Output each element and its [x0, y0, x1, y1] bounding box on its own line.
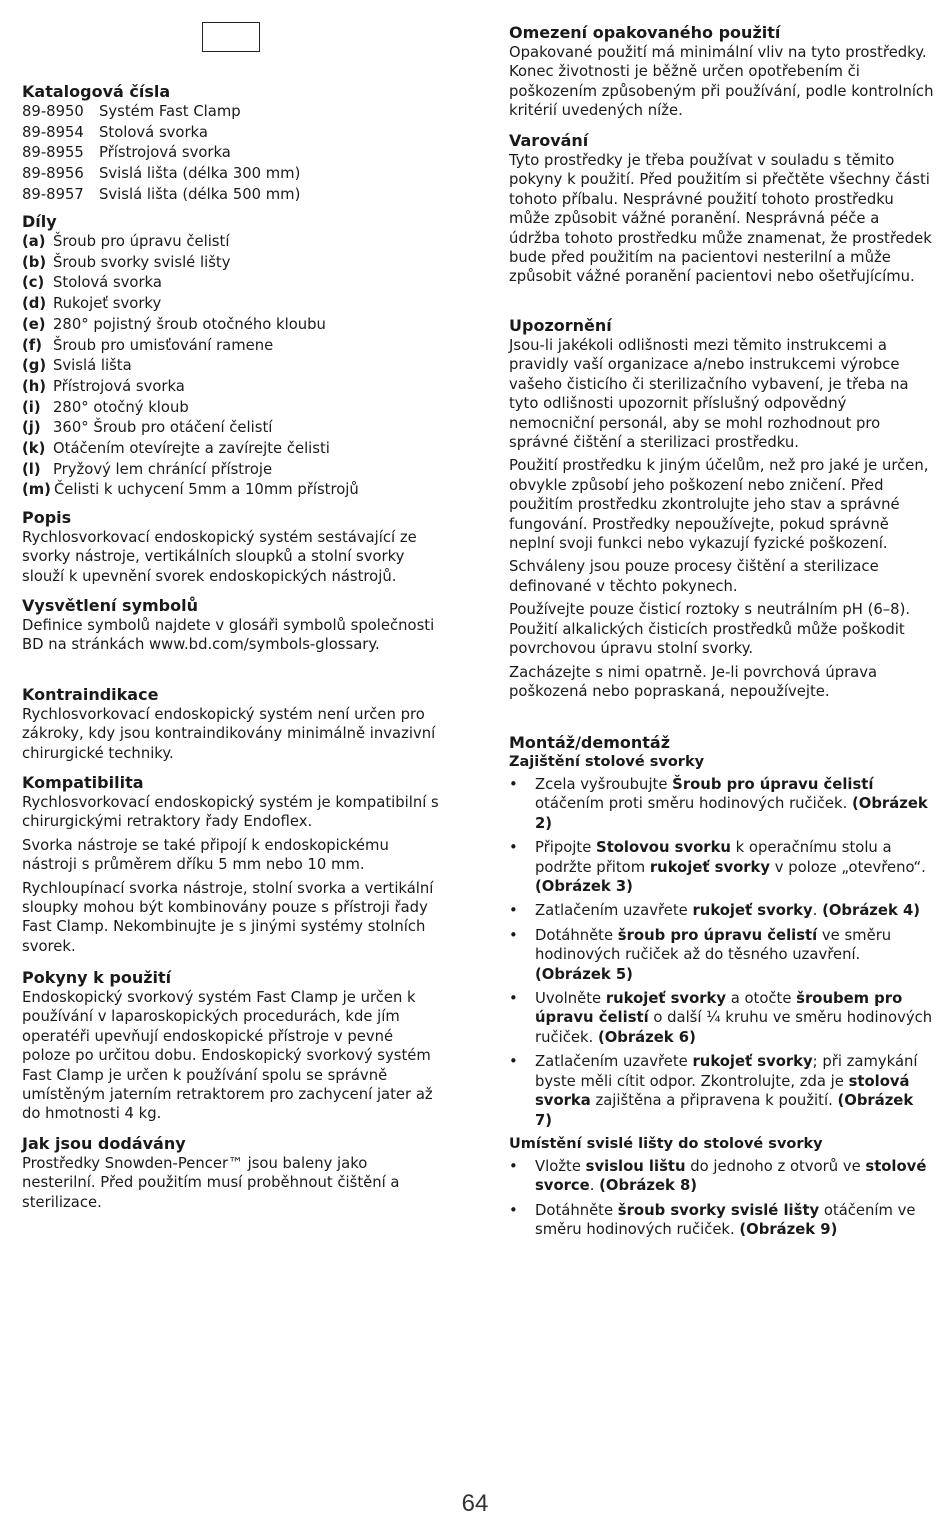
step-text: Dotáhněte [535, 1201, 618, 1219]
part-text: Pryžový lem chránící přístroje [53, 460, 273, 478]
caution-text: Použití prostředku k jiným účelům, než pro jaké je určen, obvykle způsobí jeho poškození nebo zničení. Před použitím prostředku zkontrolujte jeho stav a správné fungování. Prostředky nepoužívejte, pokud správně neplní svoji funkci nebo vykazují fyzické poškození. [509, 457, 929, 553]
caution-text: Schváleny jsou pouze procesy čištění a sterilizace definované v těchto pokynech. [509, 558, 879, 595]
step-text: Uvolněte [535, 990, 606, 1008]
list-item [509, 775, 934, 833]
contraindications-heading: Kontraindikace [22, 685, 159, 704]
part-key: (b) [22, 253, 47, 271]
bullet: • [509, 1157, 518, 1175]
caution-section [509, 316, 934, 701]
step-emphasis: Stolovou svorku [596, 839, 731, 857]
bullet: • [509, 926, 518, 944]
step-text: Zcela vyšroubujte [535, 776, 673, 793]
part-text: Svislá lišta [53, 357, 132, 375]
part-item [22, 232, 442, 253]
part-key: (a) [22, 233, 46, 250]
symbols-heading: Vysvětlení symbolů [22, 596, 198, 615]
catalog-name: Přístrojová svorka [99, 144, 231, 162]
step-text: v poloze „otevřeno“. [770, 858, 926, 876]
warning-heading: Varování [509, 131, 589, 150]
part-key: (g) [22, 357, 47, 375]
list-item [509, 838, 934, 896]
page-number: 64 [461, 1490, 489, 1517]
list-item [509, 989, 934, 1047]
parts-section [22, 212, 442, 501]
part-item [22, 418, 442, 439]
compatibility-section [22, 773, 442, 956]
supplied-text: Prostředky Snowden-Pencer™ jsou baleny jako nesterilní. Před použitím musí proběhnout čištění a sterilizace. [22, 1155, 400, 1211]
supplied-section [22, 1134, 442, 1212]
contraindications-text: Rychlosvorkovací endoskopický systém není určen pro zákroky, kdy jsou kontraindikovány minimálně invazivní chirurgické techniky. [22, 706, 436, 762]
part-item [22, 315, 442, 336]
step-emphasis: rukojeť svorky [692, 1053, 813, 1071]
step-text: a otočte [726, 990, 797, 1008]
contraindications-section [22, 685, 442, 763]
compatibility-text: Rychloupínací svorka nástroje, stolní svorka a vertikální sloupky mohou být kombinovány pouze s přístroji řady Fast Clamp. Nekombinujte je s jinými systémy stolních svorek. [22, 879, 434, 955]
part-text: 360° Šroub pro otáčení čelistí [53, 419, 273, 437]
step-emphasis: svislou lištu [585, 1157, 686, 1175]
catalog-item [22, 185, 442, 206]
warning-text: Tyto prostředky je třeba používat v souladu s těmito pokyny k použití. Před použitím si přečtěte všechny části tohoto příbalu. Nesprávné použití tohoto prostředku může způsobit vážné poranění. Nesprávná péče a údržba tohoto prostředku může znamenat, že prostředek bude před použitím na pacientovi nesterilní a může způsobit vážné poranění pacientovi nebo ošetřujícímu. [509, 152, 932, 286]
part-key: (m) [22, 481, 51, 499]
part-text: 280° pojistný šroub otočného kloubu [53, 315, 326, 333]
part-item [22, 253, 442, 274]
figure-reference: (Obrázek 4) [822, 902, 921, 920]
part-text: Otáčením otevírejte a zavírejte čelisti [53, 440, 330, 458]
part-text: Stolová svorka [53, 274, 162, 292]
part-item [22, 398, 442, 419]
part-key: (c) [22, 274, 45, 292]
bullet: • [509, 839, 518, 857]
figure-reference: (Obrázek 2) [535, 795, 928, 832]
catalog-item [22, 102, 442, 123]
figure-reference: (Obrázek 3) [535, 878, 633, 896]
step-emphasis: stolové svorce [535, 1157, 927, 1195]
step-text: zajištěna a připravena k použití. [590, 1092, 838, 1110]
figure-reference: (Obrázek 6) [597, 1028, 696, 1046]
usage-heading: Pokyny k použití [22, 968, 172, 987]
step-emphasis: rukojeť svorky [605, 990, 727, 1008]
assembly-subheading: Umístění svislé lišty do stolové svorky [509, 1135, 823, 1152]
usage-text: Endoskopický svorkový systém Fast Clamp je určen k používání v laparoskopických procedurách, kde jím operatéři upevňují endoskopické přístroje v pevné poloze po určitou dobu. Endoskopický svorkový systém Fast Clamp je určen k používání spolu se správně umístěným jaterním retraktorem pro zachycení jater až do hmotnosti 4 kg. [22, 989, 433, 1123]
part-key: (i) [22, 398, 41, 416]
part-text: Rukojeť svorky [53, 295, 162, 313]
figure-reference: (Obrázek 8) [599, 1177, 698, 1195]
assembly-steps-list [509, 1157, 934, 1240]
step-text: Zatlačením uzavřete [535, 902, 693, 920]
popis-text: Rychlosvorkovací endoskopický systém sestávající ze svorky nástroje, vertikálních sloupků a stolní svorky slouží k upevnění svorek endoskopických nástrojů. [22, 529, 417, 585]
catalog-item [22, 123, 442, 144]
part-key: (d) [22, 295, 47, 313]
part-item [22, 439, 442, 460]
catalog-section [22, 82, 442, 206]
part-text: Šroub pro úpravu čelistí [53, 233, 230, 250]
step-emphasis: šroub svorky svislé lišty [617, 1201, 820, 1219]
list-item [509, 926, 934, 984]
step-emphasis: rukojeť svorky [692, 902, 813, 920]
warning-section [509, 131, 934, 287]
figure-reference: (Obrázek 9) [739, 1221, 838, 1239]
caution-heading: Upozornění [509, 316, 612, 335]
reuse-heading: Omezení opakovaného použití [509, 23, 781, 42]
part-key: (f) [22, 336, 42, 354]
part-text: Šroub svorky svislé lišty [53, 253, 231, 271]
compatibility-heading: Kompatibilita [22, 773, 144, 792]
catalog-code: 89-8950 [22, 103, 84, 120]
part-text: Čelisti k uchycení 5mm a 10mm přístrojů [53, 481, 359, 499]
part-item [22, 356, 442, 377]
bullet: • [509, 902, 518, 920]
part-item [22, 480, 442, 501]
part-key: (l) [22, 460, 41, 478]
catalog-name: Svislá lišta (délka 500 mm) [99, 185, 301, 203]
reuse-section [509, 23, 934, 121]
reuse-text: Opakované použití má minimální vliv na tyto prostředky. Konec životnosti je běžně určen opotřebením či poškozením způsobeným při používání, podle kontrolních kritérií uvedených níže. [509, 44, 934, 120]
part-item [22, 460, 442, 481]
caution-text: Používejte pouze čisticí roztoky s neutrálním pH (6–8). Použití alkalických čisticích prostředků může poškodit povrchovou úpravu stolní svorky. [509, 601, 911, 658]
part-text: Šroub pro umisťování ramene [53, 336, 274, 354]
popis-section [22, 508, 442, 586]
part-item [22, 294, 442, 315]
catalog-code: 89-8956 [22, 165, 84, 183]
part-key: (j) [22, 419, 41, 437]
assembly-section [509, 733, 934, 1245]
catalog-code: 89-8954 [22, 123, 84, 141]
part-key: (k) [22, 440, 46, 458]
catalog-code: 89-8957 [22, 185, 84, 203]
step-emphasis: šroub pro úpravu čelistí [617, 926, 818, 944]
step-text: Vložte [535, 1157, 586, 1175]
caution-text: Jsou-li jakékoli odlišnosti mezi těmito instrukcemi a pravidly vaší organizace a/nebo instrukcemi výrobce vašeho čisticího či sterilizačního vybavení, je třeba na tyto odlišnosti upozornit příslušný odpovědný nemocniční personál, aby se mohl rozhodnout pro správné čištění a sterilizaci prostředku. [509, 337, 909, 452]
list-item [509, 1157, 934, 1196]
assembly-heading: Montáž/demontáž [509, 733, 671, 752]
step-text: . [589, 1177, 600, 1195]
usage-section [22, 968, 442, 1124]
list-item [509, 901, 934, 920]
parts-heading: Díly [22, 212, 57, 231]
catalog-name: Systém Fast Clamp [99, 103, 241, 120]
part-key: (h) [22, 377, 47, 395]
symbols-text: Definice symbolů najdete v glosáři symbolů společnosti BD na stránkách www.bd.com/symbols-glossary. [22, 617, 435, 654]
catalog-name: Svislá lišta (délka 300 mm) [99, 165, 301, 183]
step-text: do jednoho z otvorů ve [685, 1157, 866, 1175]
step-text: k operačnímu stolu a podržte přitom [535, 839, 892, 876]
catalog-heading: Katalogová čísla [22, 82, 171, 101]
bullet: • [509, 776, 518, 793]
list-item [509, 1201, 934, 1240]
step-emphasis: stolová svorka [535, 1072, 910, 1110]
part-text: 280° otočný kloub [53, 398, 189, 416]
step-text: Dotáhněte [535, 926, 618, 944]
catalog-code: 89-8955 [22, 144, 84, 162]
step-emphasis: šroubem pro úpravu čelistí [535, 990, 903, 1027]
symbols-section [22, 596, 442, 655]
popis-heading: Popis [22, 508, 72, 527]
part-key: (e) [22, 315, 46, 333]
bullet: • [509, 1201, 518, 1219]
figure-reference: (Obrázek 5) [535, 965, 633, 983]
catalog-item [22, 143, 442, 164]
step-text: . [812, 902, 823, 920]
compatibility-text: Rychlosvorkovací endoskopický systém je kompatibilní s chirurgickými retraktory řady Endoflex. [22, 794, 439, 831]
part-item [22, 273, 442, 294]
assembly-subheading: Zajištění stolové svorky [509, 754, 705, 770]
step-text: ; při zamykání byste měli cítit odpor. Zkontrolujte, zda je [535, 1053, 918, 1090]
step-text: Zatlačením uzavřete [535, 1053, 693, 1071]
compatibility-text: Svorka nástroje se také připojí k endoskopickému nástroji s průměrem dříku 5 mm nebo 10 mm. [22, 836, 389, 874]
list-item [509, 1052, 934, 1130]
catalog-name: Stolová svorka [99, 123, 208, 141]
bullet: • [509, 990, 518, 1008]
assembly-steps-list [509, 775, 934, 1130]
bullet: • [509, 1053, 518, 1071]
figure-placeholder-box [202, 22, 260, 52]
part-text: Přístrojová svorka [53, 377, 185, 395]
catalog-item [22, 164, 442, 185]
step-text: otáčením proti směru hodinových ručiček. [535, 795, 852, 813]
step-emphasis: Šroub pro úpravu čelistí [672, 776, 874, 793]
step-emphasis: rukojeť svorky [649, 858, 771, 876]
step-text: ve směru hodinových ručiček až do těsného uzavření. [535, 926, 892, 964]
caution-text: Zacházejte s nimi opatrně. Je-li povrchová úprava poškozená nebo popraskaná, nepoužívejte. [509, 663, 878, 700]
part-item [22, 336, 442, 357]
part-item [22, 377, 442, 398]
figure-reference: (Obrázek 7) [535, 1092, 914, 1129]
step-text: Připojte [535, 839, 597, 857]
supplied-heading: Jak jsou dodávány [22, 1134, 186, 1153]
step-text: otáčením ve směru hodinových ručiček. [535, 1201, 916, 1239]
step-text: o další ¼ kruhu ve směru hodinových ručiček. [535, 1009, 933, 1046]
